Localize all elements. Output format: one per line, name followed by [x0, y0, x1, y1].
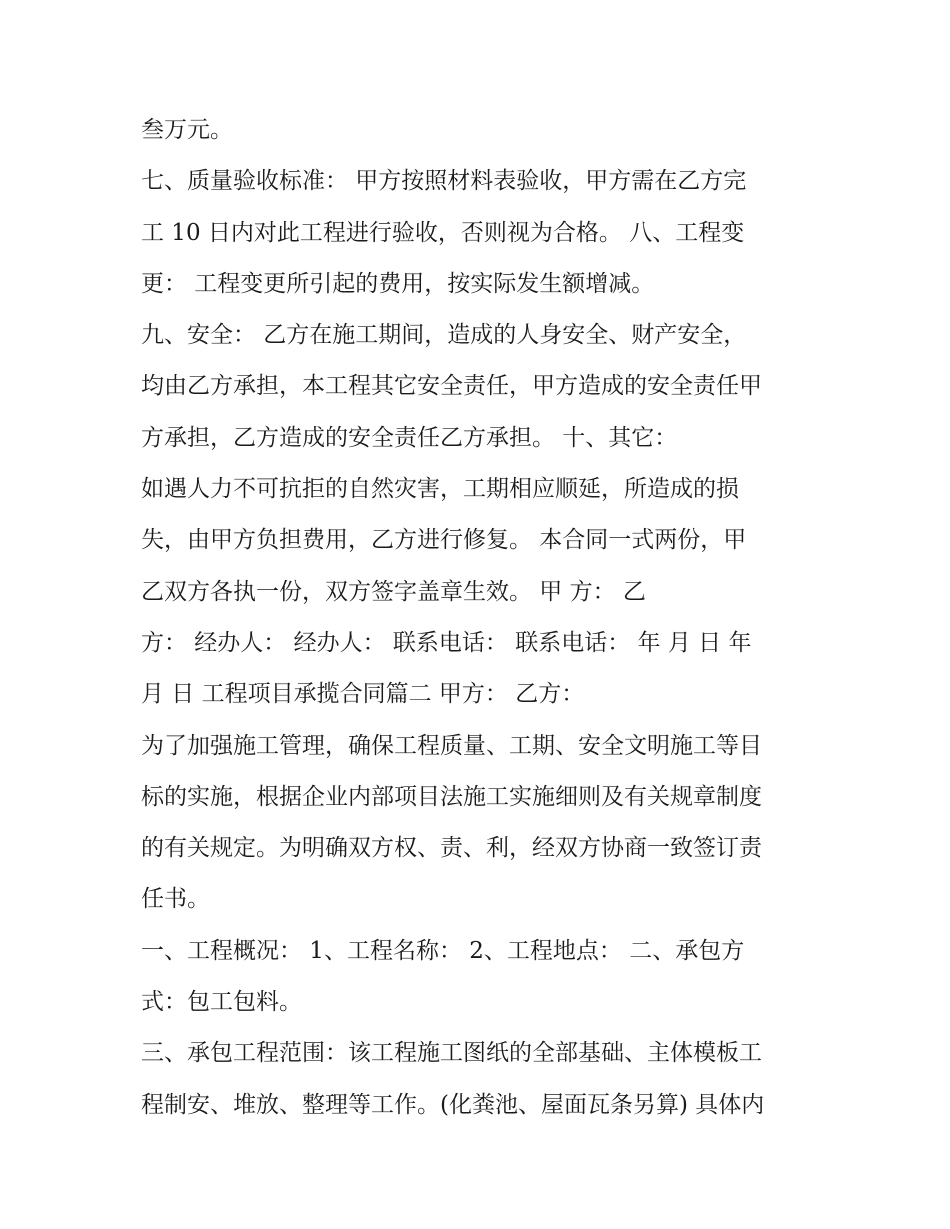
text-line: 七、质量验收标准： 甲方按照材料表验收，甲方需在乙方完 — [141, 168, 747, 195]
text-line: 均由乙方承担，本工程其它安全责任，甲方造成的安全责任甲 — [141, 373, 762, 400]
text-line: 三、承包工程范围：该工程施工图纸的全部基础、主体模板工 — [141, 1040, 762, 1067]
text-line: 工 10 日内对此工程进行验收，否则视为合格。 八、工程变 — [141, 219, 745, 246]
text-line: 方承担，乙方造成的安全责任乙方承担。 十、其它： — [141, 424, 678, 451]
text-line: 标的实施，根据企业内部项目法施工实施细则及有关规章制度 — [141, 783, 762, 810]
text-line: 叁万元。 — [141, 117, 233, 143]
document-body — [141, 105, 821, 1131]
text-line: 如遇人力不可抗拒的自然灾害，工期相应顺延，所造成的损 — [141, 476, 739, 503]
text-line: 方： 经办人： 经办人： 联系电话： 联系电话： 年 月 日 年 — [141, 629, 752, 656]
text-line: 九、安全： 乙方在施工期间，造成的人身安全、财产安全， — [141, 322, 747, 349]
text-line: 失，由甲方负担费用，乙方进行修复。 本合同一式两份，甲 — [141, 527, 747, 554]
text-line: 为了加强施工管理，确保工程质量、工期、安全文明施工等目 — [141, 732, 762, 759]
text-line: 任书。 — [141, 886, 210, 913]
text-line: 式：包工包料。 — [141, 989, 302, 1016]
text-line: 的有关规定。为明确双方权、责、利，经双方协商一致签订责 — [141, 835, 762, 862]
text-line: 更： 工程变更所引起的费用，按实际发生额增减。 — [141, 270, 655, 297]
text-line: 月 日 工程项目承揽合同篇二 甲方： 乙方： — [141, 681, 585, 708]
text-line: 一、工程概况： 1、工程名称： 2、工程地点： 二、承包方 — [141, 937, 745, 964]
text-line: 程制安、堆放、整理等工作。(化粪池、屋面瓦条另算) 具体内 — [141, 1091, 765, 1118]
text-line: 乙双方各执一份，双方签字盖章生效。 甲 方： 乙 — [141, 578, 646, 605]
